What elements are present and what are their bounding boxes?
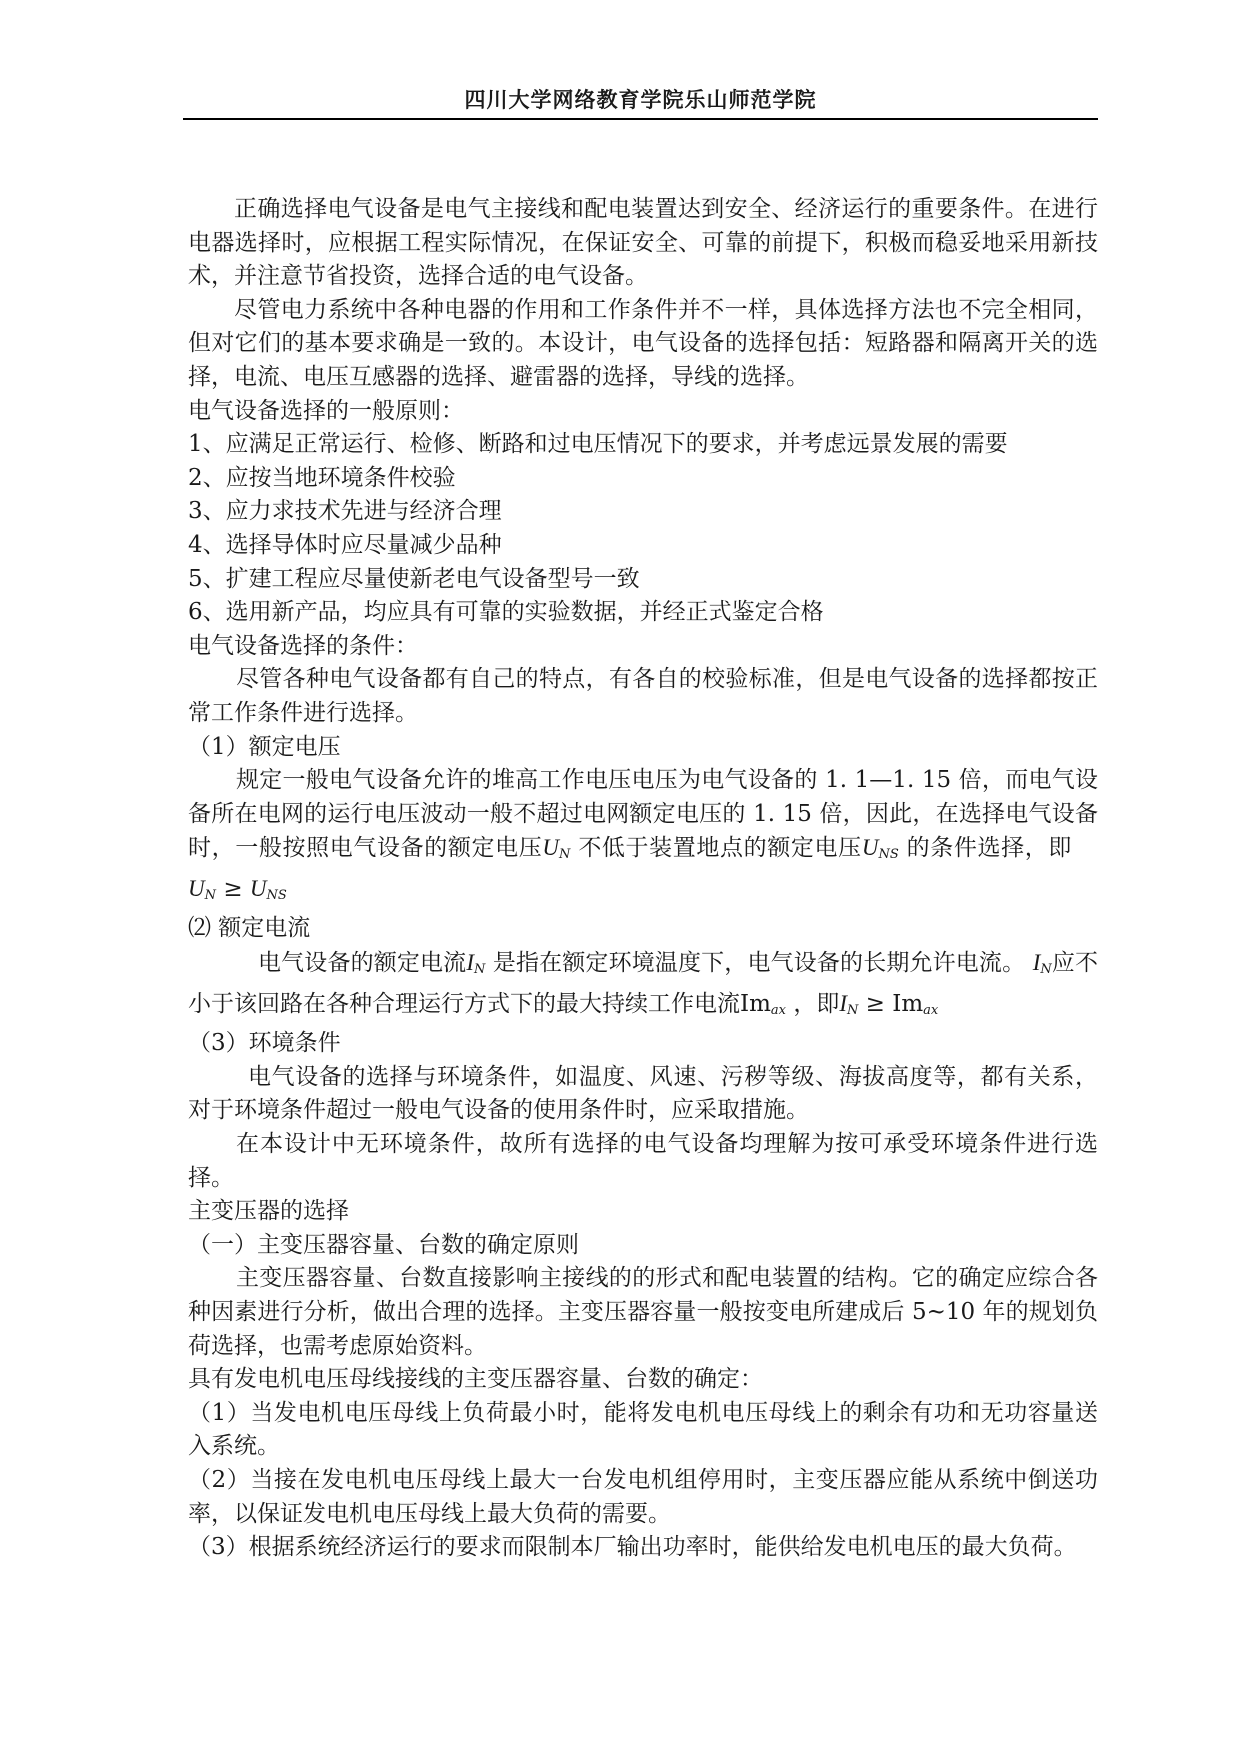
current-heading: ⑵ 额定电流 [188,915,311,942]
formula-imax-sub: ax [923,1002,939,1018]
conditions-intro: 尽管各种电气设备都有自己的特点，有各自的校验标准，但是电气设备的选择都按正常工作条件进行选择。 [188,666,1098,726]
paragraph-requirements: 尽管电力系统中各种电器的作用和工作条件并不一样，具体选择方法也不完全相同，但对它们的基本要求确是一致的。本设计，电气设备的选择包括：短路器和隔离开关的选择，电流、电压互感器的选择、避雷器的选择，导线的选择。 [188,296,1098,390]
principles-heading: 电气设备选择的一般原则： [188,397,464,424]
environment-paragraph: 电气设备的选择与环境条件，如温度、风速、污秽等级、海拔高度等，都有关系，对于环境条件超过一般电气设备的使用条件时，应采取措施。 [188,1063,1098,1124]
principle-item: 4、选择导体时应尽量减少品种 [188,531,502,558]
voltage-text-b: 不低于装置地点的额定电压 [578,835,862,862]
document-body [188,193,1098,1565]
formula-imax: Im [892,990,924,1017]
generator-heading: 具有发电机电压母线接线的主变压器容量、台数的确定： [188,1366,763,1393]
generator-item: （2）当接在发电机电压母线上最大一台发电机组停用时，主变压器应能从系统中倒送功率，以保证发电机电压母线上最大负荷的需要。 [188,1466,1098,1527]
current-text-b: 是指在额定环境温度下，电气设备的长期允许电流。 [492,950,1026,977]
formula-uns-sub: NS [266,887,287,903]
in-symbol: I [466,950,474,976]
imax-symbol: Im [740,990,771,1017]
principle-item: 1、应满足正常运行、检修、断路和过电压情况下的要求，并考虑远景发展的需要 [188,431,1008,458]
principle-item: 5、扩建工程应尽量使新老电气设备型号一致 [188,565,640,592]
formula-un: U [188,875,205,901]
principle-item: 2、应按当地环境条件校验 [188,464,456,491]
conditions-heading: 电气设备选择的条件： [188,632,418,659]
principle-item: 3、应力求技术先进与经济合理 [188,498,502,525]
formula-geq: ≥ [223,875,243,902]
generator-item: （3）根据系统经济运行的要求而限制本厂输出功率时，能供给发电机电压的最大负荷。 [188,1534,1077,1561]
formula-in-sub: N [846,1002,859,1018]
voltage-heading: （1）额定电压 [188,733,341,760]
formula-un-sub: N [204,887,216,903]
in-subscript-2: N [1040,962,1052,978]
un-subscript: N [559,847,571,863]
generator-item: （1）当发电机电压母线上负荷最小时，能将发电机电压母线上的剩余有功和无功容量送入系统。 [188,1399,1098,1460]
formula-geq-2: ≥ [865,990,885,1017]
formula-uns: U [249,875,267,901]
imax-subscript: ax [770,1002,786,1018]
voltage-text-a: 规定一般电气设备允许的堆高工作电压电压为电气设备的 1. 1—1. 15 倍，而电气设备所在电网的运行电压波动一般不超过电网额定电压的 1. 15 倍，因此，在选择电气设备时，一般按照电气设备的额定电压 [188,767,1098,862]
current-text-d: ，即 [793,990,840,1017]
transformer-paragraph: 主变压器容量、台数直接影响主接线的的形式和配电装置的结构。它的确定应综合各种因素进行分析，做出合理的选择。主变压器容量一般按变电所建成后 5~10 年的规划负荷选择，也需考虑原始资料。 [188,1265,1098,1359]
uns-subscript: NS [878,847,899,863]
environment-paragraph-2: 在本设计中无环境条件，故所有选择的电气设备均理解为按可承受环境条件进行选择。 [188,1131,1098,1191]
un-symbol: U [542,835,559,861]
current-text-c: 应不小于该回路在各种合理运行方式下的最大持续工作电流 [188,950,1099,1017]
paragraph-intro: 正确选择电气设备是电气主接线和配电装置达到安全、经济运行的重要条件。在进行电器选择时，应根据工程实际情况，在保证安全、可靠的前提下，积极而稳妥地采用新技术，并注意节省投资，选择合适的电气设备。 [188,196,1098,290]
in-subscript: N [474,962,486,978]
transformer-subheading: （一）主变压器容量、台数的确定原则 [188,1231,579,1258]
transformer-heading: 主变压器的选择 [188,1198,349,1225]
environment-heading: （3）环境条件 [188,1030,341,1057]
voltage-paragraph [188,764,1098,912]
uns-symbol: U [861,835,879,861]
formula-in: I [839,990,847,1016]
voltage-text-c: 的条件选择，即 [906,835,1073,862]
current-paragraph [188,946,1098,1027]
in-symbol-2: I [1032,950,1041,976]
page-header: 四川大学网络教育学院乐山师范学院 [464,88,817,112]
header-rule [183,118,1098,120]
current-text-a: 电气设备的额定电流 [258,950,467,977]
principle-item: 6、选用新产品，均应具有可靠的实验数据，并经正式鉴定合格 [188,599,824,626]
